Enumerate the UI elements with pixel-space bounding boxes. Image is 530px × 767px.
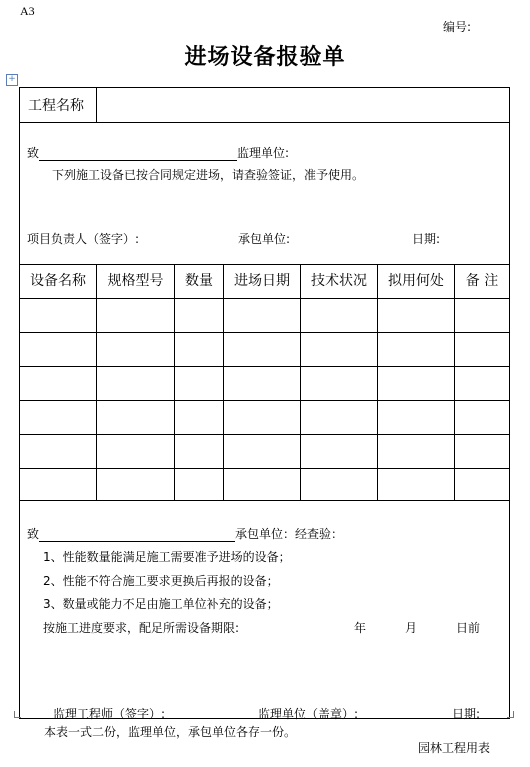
column-divider: [223, 264, 224, 500]
contractor-unit-blank[interactable]: [39, 529, 235, 542]
copies-note: 本表一式二份，监理单位，承包单位各存一份。: [44, 725, 297, 739]
col-header-remarks: 备 注: [465, 273, 499, 289]
column-divider: [96, 264, 97, 500]
form-title: 进场设备报验单: [184, 44, 346, 70]
project-name-label: 工程名称: [28, 98, 84, 114]
table-row: [20, 332, 509, 333]
col-header-model: 规格型号: [107, 273, 164, 289]
corner-mark: [507, 711, 514, 718]
col-header-tech-status: 技术状况: [311, 273, 367, 289]
contractor-label: 承包单位:: [238, 232, 291, 246]
to-prefix: 致: [27, 146, 40, 160]
deadline-month: 月: [405, 621, 418, 635]
deadline-year: 年: [354, 621, 367, 635]
supervisor-unit-blank[interactable]: [39, 148, 237, 161]
section1-message: 下列施工设备已按合同规定进场，请查验签证，准予使用。: [52, 168, 365, 182]
section1-date-label: 日期:: [412, 232, 441, 246]
to-prefix: 致: [27, 527, 40, 541]
column-divider: [174, 264, 175, 500]
column-divider: [377, 264, 378, 500]
contractor-check-label: 承包单位：经查验：: [235, 527, 344, 541]
project-manager-label: 项目负责人（签字）:: [27, 232, 140, 246]
col-header-equipment-name: 设备名称: [30, 273, 86, 289]
project-name-field[interactable]: [100, 92, 500, 118]
column-divider: [300, 264, 301, 500]
corner-mark: [14, 711, 21, 718]
section1-to-line: [27, 144, 289, 161]
deadline-label: 按施工进度要求，配足所需设备期限:: [43, 621, 240, 635]
check-item-2: 2、性能不符合施工要求更换后再报的设备；: [43, 574, 279, 588]
serial-number-label: 编号:: [443, 20, 472, 34]
table-row: [20, 366, 509, 367]
table-row: [20, 434, 509, 435]
col-header-entry-date: 进场日期: [234, 273, 290, 289]
inspection-form: [19, 87, 510, 719]
table-row: [20, 400, 509, 401]
row-divider: [20, 122, 509, 123]
paper-size-code: A3: [20, 4, 35, 18]
section2-date-label: 日期:: [452, 707, 481, 721]
table-row: [20, 468, 509, 469]
engineer-signature-label: 监理工程师（签字）:: [53, 707, 166, 721]
table-move-handle-icon[interactable]: +: [6, 74, 18, 86]
column-divider: [454, 264, 455, 500]
check-item-1: 1、性能数量能满足施工需要准予进场的设备；: [43, 550, 291, 564]
col-header-intended-use: 拟用何处: [388, 273, 444, 289]
form-issuer: 园林工程用表: [418, 741, 491, 755]
project-name-divider: [96, 88, 97, 122]
supervisor-seal-label: 监理单位（盖章）:: [258, 707, 359, 721]
deadline-day: 日前: [456, 621, 481, 635]
section2-to-line: [27, 525, 343, 542]
col-header-quantity: 数量: [185, 273, 213, 289]
supervisor-unit-label: 监理单位:: [237, 146, 290, 160]
table-bottom-divider: [20, 500, 509, 501]
check-item-3: 3、数量或能力不足由施工单位补充的设备；: [43, 597, 279, 611]
table-row: [20, 298, 509, 299]
